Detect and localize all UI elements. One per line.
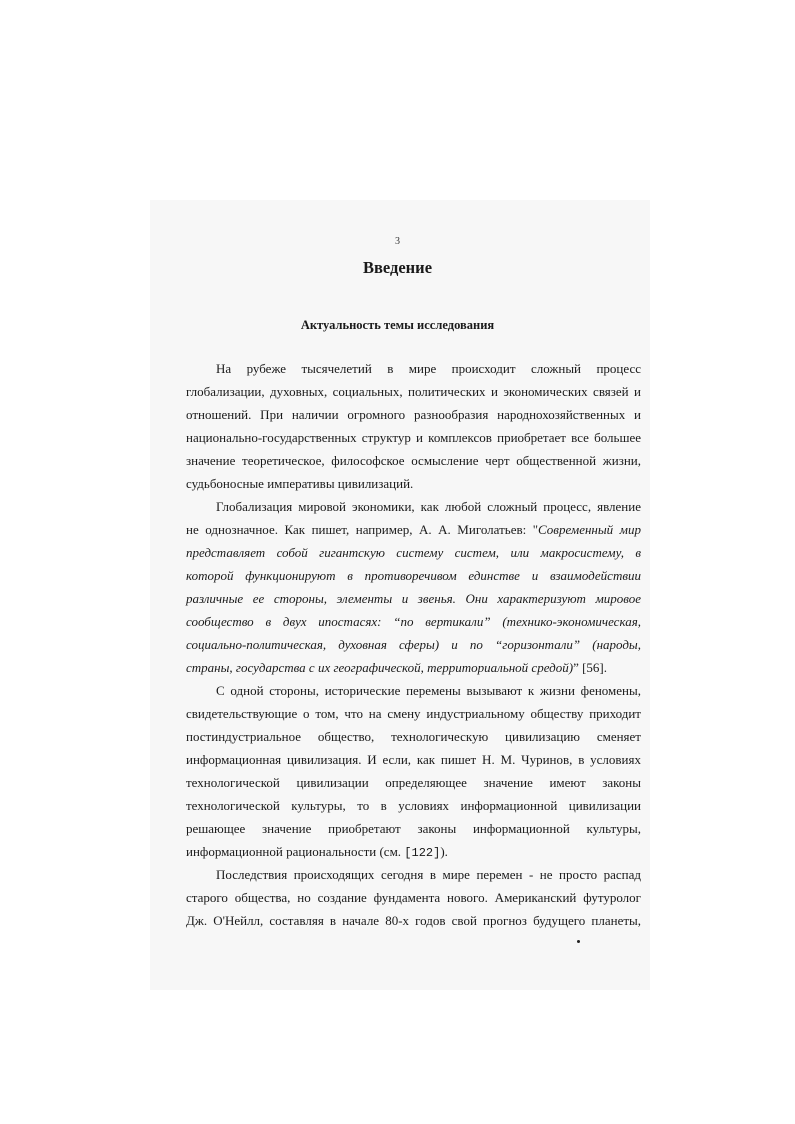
text-line: [186, 610, 641, 633]
text-line: постиндустриальное общество, технологическую цивилизацию сменяет: [186, 729, 641, 744]
text-line: технологической культуры, то в условиях информационной цивилизации: [186, 798, 641, 813]
text-line: старого общества, но создание фундамента нового. Американский футуролог: [186, 890, 641, 905]
text-line: технологической цивилизации определяющее значение имеют законы: [186, 775, 641, 790]
text-line: отношений. При наличии огромного разнообразия народнохозяйственных и: [186, 407, 641, 422]
section-subtitle: Актуальность темы исследования: [300, 318, 495, 332]
text-line: [186, 541, 641, 564]
text-line: свидетельствующие о том, что на смену индустриальному обществу приходит: [186, 706, 641, 721]
text-line: [186, 633, 641, 656]
quote-run: социально-политическая, духовная сферы) и по “горизонтали” (народы,: [186, 637, 641, 652]
page-number: 3: [395, 236, 400, 247]
text-run: ).: [440, 844, 448, 859]
scan-speck: [577, 940, 580, 943]
text-line: значение теоретическое, философское осмысление черт общественной жизни,: [186, 453, 641, 468]
quote-run: которой функционируют в противоречивом единстве и взаимодействии: [186, 568, 641, 583]
quote-run: различные ее стороны, элементы и звенья. Они характеризуют мировое: [186, 591, 641, 606]
text-line: [186, 587, 641, 610]
text-run: информационной рациональности (см.: [186, 844, 405, 859]
citation-run: ” [56].: [573, 660, 607, 675]
text-line: С одной стороны, исторические перемены вызывают к жизни феномены,: [216, 683, 641, 698]
text-line: Глобализация мировой экономики, как любой сложный процесс, явление: [216, 499, 641, 514]
text-line: глобализации, духовных, социальных, политических и экономических связей и: [186, 384, 641, 399]
text-line: [186, 840, 641, 863]
text-line: Дж. О'Нейлл, составляя в начале 80-х годов свой прогноз будущего планеты,: [186, 913, 641, 928]
citation-run: [122]: [404, 846, 441, 860]
text-line: На рубеже тысячелетий в мире происходит сложный процесс: [216, 361, 641, 376]
text-line: решающее значение приобретают законы информационной культуры,: [186, 821, 641, 836]
quote-run: сообщество в двух ипостасях: “по вертикали” (технико-экономическая,: [186, 614, 641, 629]
quote-run: представляет собой гигантскую систему систем, или макросистему, в: [186, 545, 641, 560]
text-line: [186, 656, 641, 679]
quote-run: Современный мир: [538, 522, 641, 537]
text-run: не однозначное. Как пишет, например, А. А. Миголатьев: ": [186, 522, 539, 537]
text-line: национально-государственных структур и комплексов приобретает все большее: [186, 430, 641, 445]
text-line: судьбоносные императивы цивилизаций.: [186, 476, 414, 491]
text-line: [186, 564, 641, 587]
text-line: [186, 518, 641, 541]
text-line: Последствия происходящих сегодня в мире перемен - не просто распад: [216, 867, 641, 882]
quote-run: страны, государства с их географической, территориальной средой): [186, 660, 574, 675]
page-title: Введение: [362, 258, 433, 277]
text-line: информационная цивилизация. И если, как пишет Н. М. Чуринов, в условиях: [186, 752, 641, 767]
